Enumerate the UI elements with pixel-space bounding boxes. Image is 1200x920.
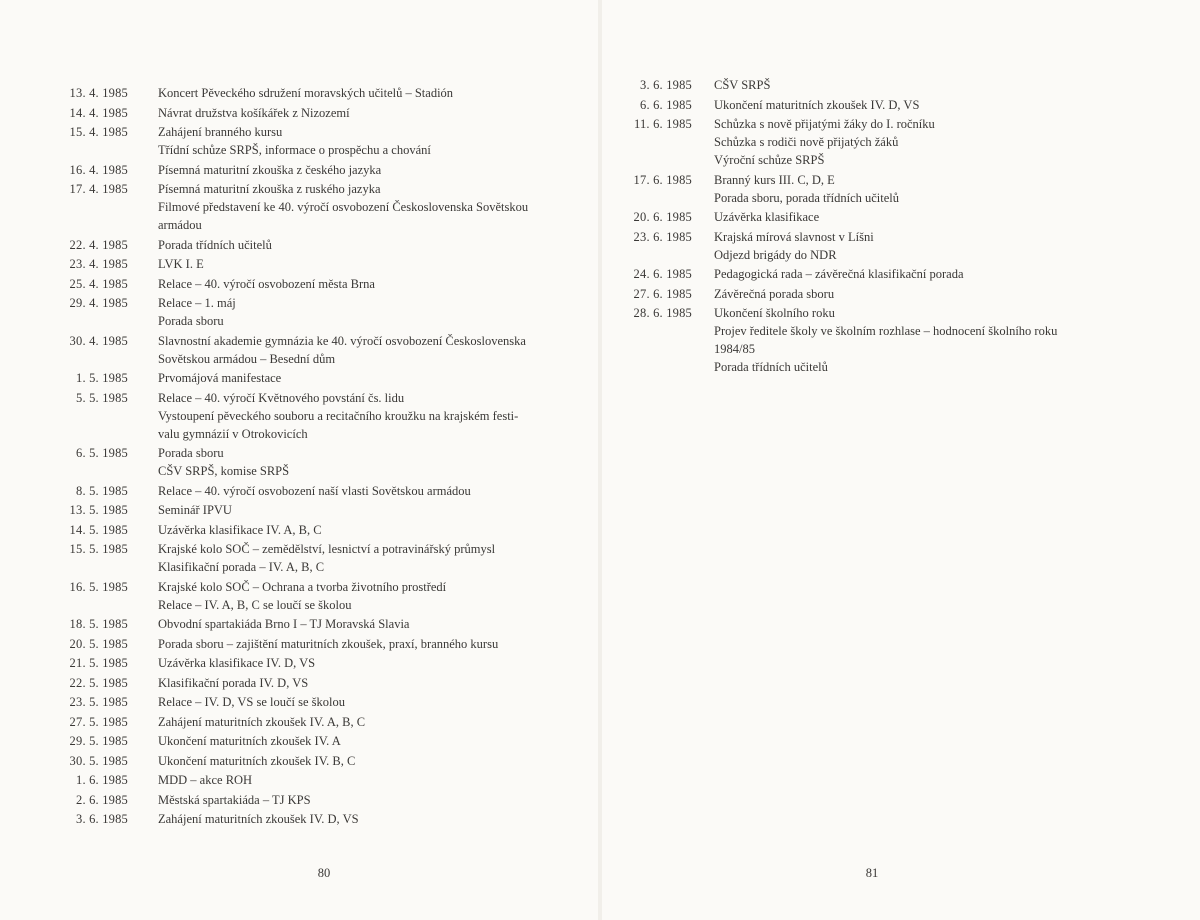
chronicle-entry (38, 294, 588, 330)
event-text: Porada sboru – zajištění maturitních zkoušek, praxí, branného kursu (158, 636, 499, 651)
right-page (602, 0, 1200, 920)
entry-events (692, 228, 1162, 264)
entry-events (128, 578, 588, 614)
entry-date: 16. 5. 1985 (69, 579, 128, 594)
event-text: Zahájení maturitních zkoušek IV. A, B, C (158, 714, 366, 729)
entry-events (128, 635, 588, 653)
entry-date: 29. 4. 1985 (69, 296, 128, 310)
entry-date: 15. 4. 1985 (69, 125, 128, 139)
entry-date: 11. 6. 1985 (634, 117, 692, 131)
entry-events (128, 540, 588, 576)
event-text: Schůzka s rodiči nově přijatých žáků (714, 135, 899, 149)
event-text: Krajské kolo SOČ – zemědělství, lesnictví a potravinářský průmysl (158, 542, 496, 556)
entry-date: 30. 4. 1985 (69, 333, 128, 348)
event-text: Uzávěrka klasifikace IV. D, VS (158, 656, 316, 670)
event-text: Vystoupení pěveckého souboru a recitačního kroužku na krajském festi- (158, 408, 519, 423)
chronicle-entry (602, 115, 1162, 169)
event-text: Porada třídních učitelů (714, 360, 828, 374)
event-text: Ukončení maturitních zkoušek IV. B, C (158, 753, 356, 768)
chronicle-entry (602, 171, 1162, 207)
event-text: Branný kurs III. C, D, E (714, 172, 835, 187)
event-text: Prvomájová manifestace (158, 371, 282, 385)
event-text: armádou (158, 218, 202, 232)
chronicle-entry (38, 578, 588, 614)
entry-date: 3. 6. 1985 (640, 78, 692, 92)
chronicle-entry (38, 771, 588, 789)
entry-date: 6. 6. 1985 (640, 97, 692, 112)
entry-events (128, 501, 588, 519)
entry-date: 20. 6. 1985 (633, 210, 692, 224)
entry-date: 30. 5. 1985 (69, 753, 128, 768)
chronicle-entry (38, 654, 588, 672)
chronicle-entry (38, 389, 588, 443)
entry-date: 23. 4. 1985 (69, 257, 128, 271)
event-text: Výroční schůze SRPŠ (714, 153, 825, 167)
entry-date: 13. 4. 1985 (69, 86, 128, 100)
entry-date: 16. 4. 1985 (69, 162, 128, 177)
event-text: Porada sboru (158, 314, 224, 328)
entry-events (128, 752, 588, 770)
event-text: Klasifikační porada – IV. A, B, C (158, 560, 325, 574)
page-number-left: 80 (317, 866, 331, 880)
entry-date: 1. 6. 1985 (76, 773, 128, 787)
chronicle-entry (38, 482, 588, 500)
chronicle-entry (602, 208, 1162, 226)
entry-events (128, 255, 588, 273)
entry-date: 14. 4. 1985 (69, 105, 128, 120)
chronicle-entry (38, 752, 588, 770)
chronicle-entry (38, 615, 588, 633)
event-text: Městská spartakiáda – TJ KPS (158, 792, 311, 807)
event-text: Ukončení maturitních zkoušek IV. A (158, 734, 341, 748)
entry-date: 21. 5. 1985 (69, 656, 128, 670)
event-text: Relace – 40. výročí Květnového povstání čs. lidu (158, 390, 405, 405)
entry-events (128, 294, 588, 330)
entry-events (128, 161, 588, 179)
entry-events (128, 275, 588, 293)
chronicle-entry (38, 84, 588, 102)
chronicle-entry (38, 713, 588, 731)
event-text: Uzávěrka klasifikace (714, 210, 820, 224)
event-text: Sovětskou armádou – Besední dům (158, 351, 336, 366)
entry-date: 6. 5. 1985 (76, 446, 128, 460)
entry-date: 22. 4. 1985 (69, 237, 128, 252)
chronicle-entry (602, 285, 1162, 303)
entry-events (128, 791, 588, 809)
event-text: Relace – IV. D, VS se loučí se školou (158, 695, 346, 709)
chronicle-entry (602, 304, 1162, 376)
entry-events (128, 104, 588, 122)
entry-events (692, 304, 1162, 376)
entry-events (128, 332, 588, 368)
entry-events (128, 521, 588, 539)
entry-date: 20. 5. 1985 (69, 636, 128, 651)
event-text: Relace – IV. A, B, C se loučí se školou (158, 597, 352, 612)
entry-events (128, 236, 588, 254)
event-text: Odjezd brigády do NDR (714, 247, 837, 262)
entry-date: 17. 6. 1985 (633, 172, 692, 187)
event-text: Písemná maturitní zkouška z ruského jazyka (158, 182, 381, 196)
event-text: Zahájení branného kursu (158, 125, 283, 139)
entry-events (128, 444, 588, 480)
event-text: Filmové představení ke 40. výročí osvobození Československa Sovětskou (158, 200, 529, 214)
entry-date: 5. 5. 1985 (76, 390, 128, 405)
event-text: Zahájení maturitních zkoušek IV. D, VS (158, 812, 359, 826)
event-text: CŠV SRPŠ (714, 78, 771, 92)
event-text: Ukončení školního roku (714, 306, 835, 320)
entry-date: 23. 6. 1985 (633, 229, 692, 244)
entry-date: 29. 5. 1985 (69, 734, 128, 748)
chronicle-entry (38, 501, 588, 519)
entry-events (128, 693, 588, 711)
event-text: Krajská mírová slavnost v Líšni (714, 229, 874, 244)
event-text: Ukončení maturitních zkoušek IV. D, VS (714, 97, 920, 112)
entry-events (128, 713, 588, 731)
event-text: valu gymnázií v Otrokovicích (158, 426, 308, 441)
chronicle-entry (38, 693, 588, 711)
chronicle-entry (38, 810, 588, 828)
entry-date: 3. 6. 1985 (76, 812, 128, 826)
entry-date: 15. 5. 1985 (69, 542, 128, 556)
entry-date: 27. 6. 1985 (633, 286, 692, 301)
chronicle-entry (38, 791, 588, 809)
entry-events (692, 208, 1162, 226)
event-text: Koncert Pěveckého sdružení moravských učitelů – Stadión (158, 86, 454, 100)
chronicle-entry (38, 236, 588, 254)
left-page (0, 0, 598, 920)
entry-events (692, 76, 1162, 94)
event-text: Projev ředitele školy ve školním rozhlase – hodnocení školního roku (714, 324, 1058, 338)
entry-events (128, 615, 588, 633)
entry-events (128, 810, 588, 828)
chronicle-entry (602, 76, 1162, 94)
event-text: Relace – 40. výročí osvobození naší vlasti Sovětskou armádou (158, 483, 471, 498)
event-text: Seminář IPVU (158, 503, 232, 517)
chronicle-entry (38, 674, 588, 692)
event-text: Porada třídních učitelů (158, 237, 272, 252)
chronicle-list-right (602, 76, 1162, 378)
chronicle-entry (38, 161, 588, 179)
event-text: Pedagogická rada – závěrečná klasifikační porada (714, 267, 964, 281)
event-text: 1984/85 (714, 342, 755, 356)
entry-events (128, 732, 588, 750)
entry-events (692, 285, 1162, 303)
entry-events (128, 674, 588, 692)
entry-events (692, 265, 1162, 283)
chronicle-list-left (38, 84, 588, 830)
entry-events (128, 482, 588, 500)
entry-events (128, 771, 588, 789)
page-number-right: 81 (865, 866, 879, 880)
event-text: CŠV SRPŠ, komise SRPŠ (158, 464, 290, 478)
entry-events (128, 389, 588, 443)
event-text: LVK I. E (158, 257, 204, 271)
chronicle-entry (38, 180, 588, 234)
event-text: Relace – 40. výročí osvobození města Brna (158, 276, 375, 291)
entry-date: 27. 5. 1985 (69, 714, 128, 729)
chronicle-entry (38, 540, 588, 576)
entry-date: 17. 4. 1985 (69, 182, 128, 196)
event-text: Porada sboru (158, 446, 224, 460)
event-text: Krajské kolo SOČ – Ochrana a tvorba životního prostředí (158, 579, 447, 594)
event-text: Písemná maturitní zkouška z českého jazyka (158, 162, 382, 177)
chronicle-entry (38, 635, 588, 653)
entry-events (128, 654, 588, 672)
event-text: MDD – akce ROH (158, 773, 253, 787)
chronicle-entry (602, 96, 1162, 114)
chronicle-entry (38, 444, 588, 480)
entry-events (692, 96, 1162, 114)
entry-date: 22. 5. 1985 (69, 675, 128, 690)
chronicle-entry (38, 104, 588, 122)
event-text: Třídní schůze SRPŠ, informace o prospěchu a chování (158, 143, 431, 157)
chronicle-entry (602, 265, 1162, 283)
chronicle-entry (38, 332, 588, 368)
entry-date: 13. 5. 1985 (69, 503, 128, 517)
entry-date: 2. 6. 1985 (76, 792, 128, 807)
event-text: Slavnostní akademie gymnázia ke 40. výročí osvobození Československa (158, 333, 526, 348)
entry-date: 1. 5. 1985 (76, 371, 128, 385)
chronicle-entry (38, 255, 588, 273)
chronicle-entry (38, 521, 588, 539)
event-text: Obvodní spartakiáda Brno I – TJ Moravská Slavia (158, 617, 410, 631)
event-text: Závěrečná porada sboru (714, 286, 835, 301)
event-text: Návrat družstva košíkářek z Nizozemí (158, 105, 350, 120)
event-text: Porada sboru, porada třídních učitelů (714, 190, 900, 205)
entry-events (128, 123, 588, 159)
entry-date: 14. 5. 1985 (69, 522, 128, 537)
chronicle-entry (38, 732, 588, 750)
entry-date: 28. 6. 1985 (633, 306, 692, 320)
entry-events (128, 84, 588, 102)
event-text: Relace – 1. máj (158, 296, 236, 310)
chronicle-entry (602, 228, 1162, 264)
entry-date: 25. 4. 1985 (69, 276, 128, 291)
entry-date: 23. 5. 1985 (69, 695, 128, 709)
chronicle-entry (38, 369, 588, 387)
event-text: Schůzka s nově přijatými žáky do I. ročníku (714, 117, 935, 131)
entry-date: 18. 5. 1985 (69, 617, 128, 631)
entry-date: 8. 5. 1985 (76, 483, 128, 498)
chronicle-entry (38, 123, 588, 159)
entry-date: 24. 6. 1985 (633, 267, 692, 281)
entry-events (692, 171, 1162, 207)
event-text: Klasifikační porada IV. D, VS (158, 675, 309, 690)
chronicle-entry (38, 275, 588, 293)
entry-events (692, 115, 1162, 169)
event-text: Uzávěrka klasifikace IV. A, B, C (158, 522, 322, 537)
entry-events (128, 180, 588, 234)
entry-events (128, 369, 588, 387)
